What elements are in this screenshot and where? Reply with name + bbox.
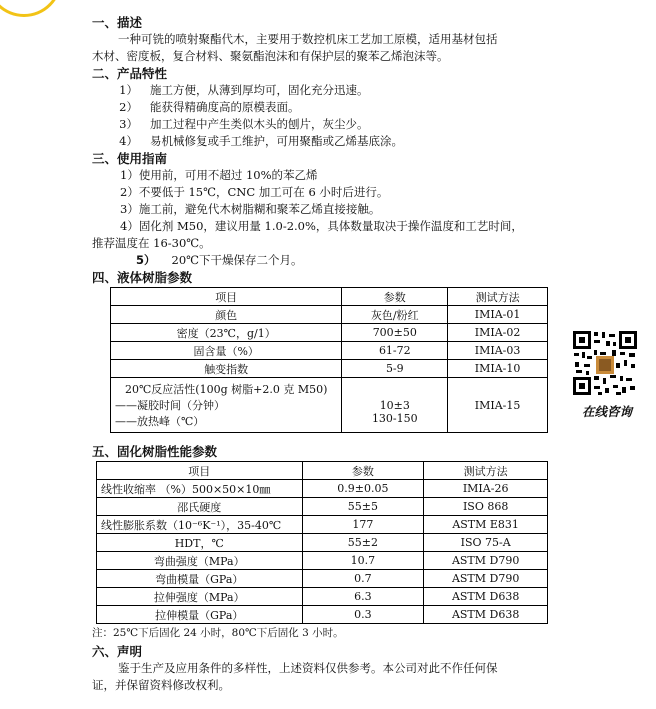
table-row: 邵氏硬度 55±5 ISO 868: [97, 498, 548, 516]
section-1-title: 一、描述: [92, 15, 143, 30]
feature-item: 1） 施工方便，从薄到厚均可，固化充分迅速。: [119, 83, 369, 97]
header-item: 项目: [111, 288, 342, 306]
cured-resin-table: [96, 461, 548, 624]
guide-item: 4）固化剂 M50，建议用量 1.0-2.0%，具体数量取决于操作温度和工艺时间，: [120, 219, 523, 233]
guide-item: 2）不要低于 15℃，CNC 加工可在 6 小时后进行。: [120, 185, 389, 199]
table-row: 拉伸强度（MPa） 6.3 ASTM D638: [97, 588, 548, 606]
guide-item: 5） 20℃下干燥保存二个月。: [136, 253, 303, 267]
guide-item: 1）使用前，可用不超过 10%的苯乙烯: [120, 168, 318, 182]
table-row: 弯曲强度（MPa） 10.7 ASTM D790: [97, 552, 548, 570]
header-method: 测试方法: [448, 288, 548, 306]
header-param: 参数: [342, 288, 448, 306]
guide-item-cont: 推荐温度在 16-30℃。: [92, 236, 211, 250]
table-row: 弯曲模量（GPa） 0.7 ASTM D790: [97, 570, 548, 588]
section-4-title: 四、液体树脂参数: [92, 270, 193, 285]
online-consult-label: 在线咨询: [581, 404, 632, 419]
table-row: 线性收缩率 （%）500×50×10㎜ 0.9±0.05 IMIA-26: [97, 480, 548, 498]
table-row: 密度（23℃，g/1） 700±50 IMIA-02: [111, 324, 548, 342]
feature-item: 2） 能获得精确度高的原模表面。: [119, 100, 300, 114]
table-row: HDT，℃ 55±2 ISO 75-A: [97, 534, 548, 552]
header-param: 参数: [302, 462, 424, 480]
table-row: 颜色 灰色/粉红 IMIA-01: [111, 306, 548, 324]
header-method: 测试方法: [424, 462, 548, 480]
liquid-resin-table: [110, 287, 548, 433]
table-row: 线性膨胀系数（10⁻⁶K⁻¹），35-40℃ 177 ASTM E831: [97, 516, 548, 534]
section-3-title: 三、使用指南: [92, 151, 168, 166]
table-note: 注：25℃下后固化 24 小时，80℃下后固化 3 小时。: [92, 627, 344, 639]
section-6-title: 六、声明: [92, 644, 143, 659]
section-6-text-cont: 证，并保留资料修改权利。: [92, 678, 230, 692]
section-5-title: 五、固化树脂性能参数: [92, 444, 218, 459]
section-2-title: 二、产品特性: [92, 66, 168, 81]
table-row: 固含量（%） 61-72 IMIA-03: [111, 342, 548, 360]
table-header-row: [111, 288, 548, 306]
header-item: 项目: [97, 462, 303, 480]
table-row: 拉伸模量（GPa） 0.3 ASTM D638: [97, 606, 548, 624]
section-6-text: 鉴于生产及应用条件的多样性，上述资料仅供参考。本公司对此不作任何保: [118, 661, 498, 675]
table-row-reactivity: 20℃反应活性(100g 树脂+2.0 克 M50) ——凝胶时间（分钟） ——放热峰（℃） 10±3 130-150 IMIA-15: [111, 378, 548, 433]
table-header-row: [97, 462, 548, 480]
document-page: [92, 14, 562, 694]
feature-item: 4） 易机械修复或手工维护，可用聚酯或乙烯基底涂。: [119, 134, 403, 148]
feature-item: 3） 加工过程中产生类似木头的刨片，灰尘少。: [119, 117, 369, 131]
section-1-text: 一种可铣的喷射聚酯代木，主要用于数控机床工艺加工原模，适用基材包括: [118, 32, 498, 46]
logo-arc: [0, 0, 62, 17]
qr-code-icon[interactable]: [572, 330, 638, 396]
table-row: 触变指数 5-9 IMIA-10: [111, 360, 548, 378]
guide-item: 3）施工前，避免代木树脂糊和聚苯乙烯直接接触。: [120, 202, 381, 216]
section-1-text-cont: 木材、密度板，复合材料、聚氨酯泡沫和有保护层的聚苯乙烯泡沫等。: [92, 49, 449, 63]
